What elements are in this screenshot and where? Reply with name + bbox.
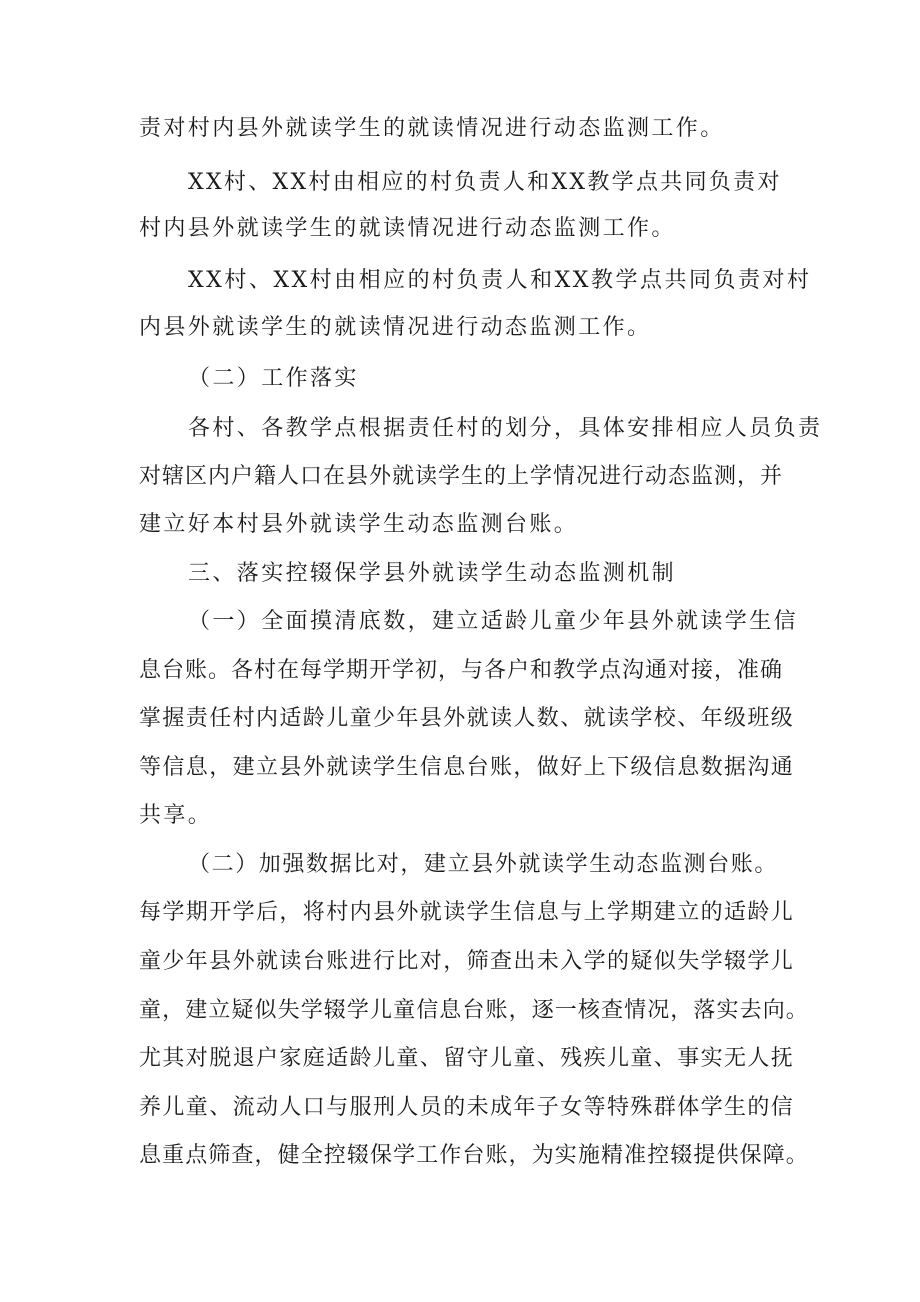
text-line: 建立好本村县外就读学生动态监测台账。 — [139, 512, 579, 537]
text-line: 等信息，建立县外就读学生信息台账，做好上下级信息数据沟通 — [139, 755, 795, 780]
text-line: （二）加强数据比对，建立县外就读学生动态监测台账。 — [188, 852, 779, 877]
text-line: 童，建立疑似失学辍学儿童信息台账，逐一核查情况，落实去向。 — [139, 998, 809, 1023]
text-line: 村内县外就读学生的就读情况进行动态监测工作。 — [139, 216, 676, 241]
text-line: （一）全面摸清底数，建立适龄儿童少年县外就读学生信 — [188, 609, 799, 634]
text-line: XX村、XX村由相应的村负责人和XX教学点共同负责对村 — [188, 268, 812, 293]
text-line: 息重点筛查，健全控辍保学工作台账，为实施精准控辍提供保障。 — [139, 1143, 809, 1168]
text-line: 息台账。各村在每学期开学初，与各户和教学点沟通对接，准确 — [139, 658, 784, 683]
text-line: 各村、各教学点根据责任村的划分，具体安排相应人员负责 — [188, 416, 823, 441]
text-line: 每学期开学后，将村内县外就读学生信息与上学期建立的适龄儿 — [139, 900, 795, 925]
text-line: 掌握责任村内适龄儿童少年县外就读人数、就读学校、年级班级 — [139, 706, 795, 731]
text-line: 童少年县外就读台账进行比对，筛查出未入学的疑似失学辍学儿 — [139, 949, 795, 974]
text-line: 共享。 — [139, 803, 213, 828]
section-heading: 三、落实控辍保学县外就读学生动态监测机制 — [188, 561, 677, 586]
text-line: 养儿童、流动人口与服刑人员的未成年子女等特殊群体学生的信 — [139, 1095, 795, 1120]
text-line: 尤其对脱退户家庭适龄儿童、留守儿童、残疾儿童、事实无人抚 — [139, 1046, 795, 1071]
text-line: 对辖区内户籍人口在县外就读学生的上学情况进行动态监测，并 — [139, 464, 784, 489]
text-line: 责对村内县外就读学生的就读情况进行动态监测工作。 — [139, 116, 725, 141]
text-line: 内县外就读学生的就读情况进行动态监测工作。 — [139, 315, 652, 340]
section-heading: （二）工作落实 — [188, 366, 359, 391]
text-line: XX村、XX村由相应的村负责人和XX教学点共同负责对 — [188, 170, 782, 195]
